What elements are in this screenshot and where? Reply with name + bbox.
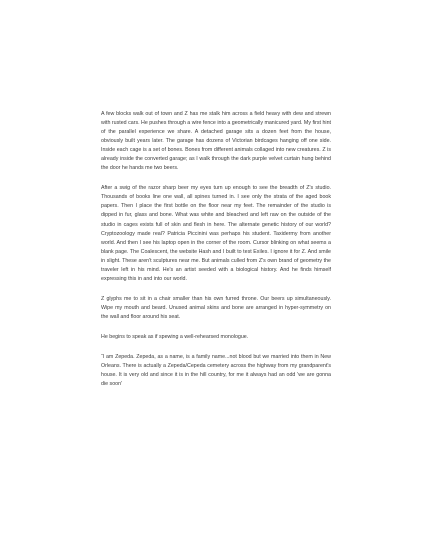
body-text	[101, 110, 331, 400]
paragraph: After a swig of the razor sharp beer my eyes turn up enough to see the breadth of Z's studio. Thousands of books line one wall, all spines turned in. I see only the strata of the aged book papers. Then I place the first bottle on the floor near my feet. The remainder of the studio is dipped in fur, glass and bone. What was white and bleached and left raw on the outside of the studio in cages exists full of skin and flesh in here. The alternate genetic history of our world? Cryptozoology made real? Patricia Piccinini was perhaps his student. Taxidermy from another world. And then I see his laptop open in the corner of the room. Cursor blinking on what seems a blank page. The Coalescent, the website Hash and I built to test Exiles. I ignore it for Z. And smile in slight. These aren't sculptures near me. But animals culled from Z's own brand of geometry the traveler left in his mind. He's an artist seeded with a biological history. And he finds himself expressing this in and into our world.	[101, 185, 331, 282]
paragraph: Z glyphs me to sit in a chair smaller than his own furred throne. Our beers up simultaneously. Wipe my mouth and beard. Unused animal skins and bone are arranged in hyper-symmetry on the wall and floor around his seat.	[101, 295, 331, 320]
paragraph: A few blocks walk out of town and Z has me stalk him across a field heavy with dew and strewn with rusted cars. He pushes through a wire fence into a geometrically manicured yard. My first hint of the parallel experience we share. A detached garage sits a dozen feet from the house, obviously built years later. The garage has dozens of Victorian birdcages hanging off one side. Inside each cage is a set of bones. Bones from different animals collaged into new creatures. Z is already inside the converted garage; as I walk through the dark purple velvet curtain hung behind the door he hands me two beers.	[101, 111, 331, 172]
paragraph: “I am Zepeda. Zepeda, as a name, is a family name...not blood but we married into them in New Orleans. There is actually a Zepeda/Cepeda cemetery across the highway from my grandparent's house. It is very old and since it is in the hill country, for me it always had an odd 'we are gonna die soon'	[101, 354, 331, 388]
paragraph: He begins to speak as if spewing a well-rehearsed monologue.	[101, 333, 249, 340]
